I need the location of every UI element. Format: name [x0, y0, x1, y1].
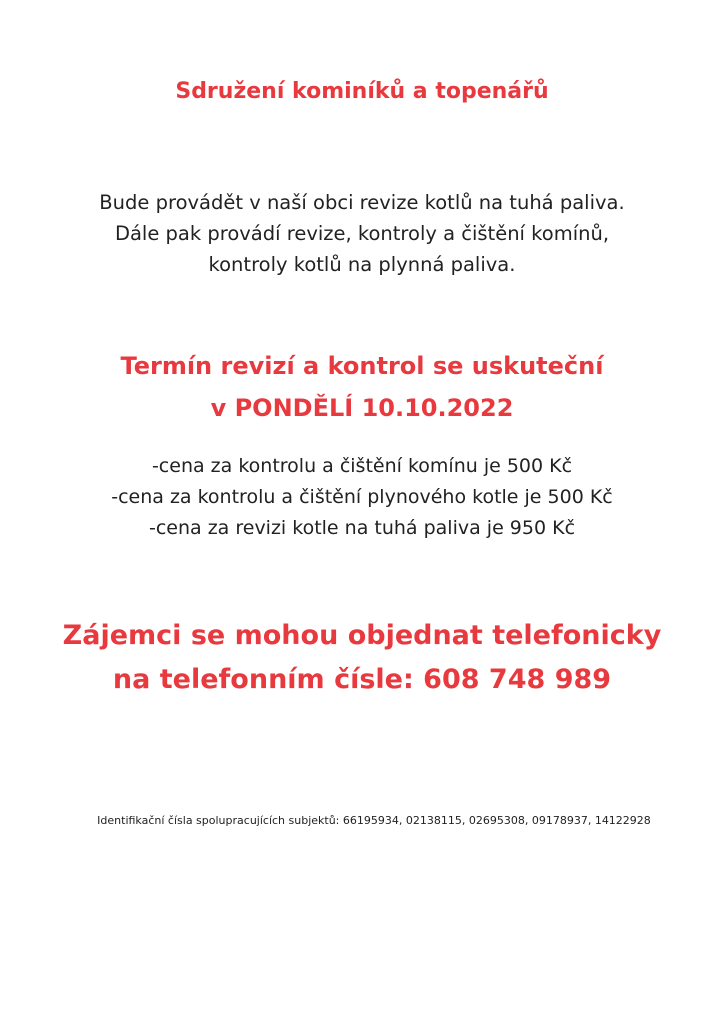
intro-line: Bude provádět v naší obci revize kotlů na tuhá paliva.	[99, 191, 625, 214]
term-date: v PONDĚLÍ 10.10.2022	[210, 394, 514, 422]
price-item: -cena za kontrolu a čištění plynového kotle je 500 Kč	[111, 486, 613, 508]
price-item: -cena za kontrolu a čištění komínu je 500 Kč	[151, 455, 573, 477]
phone-line: na telefonním čísle: 608 748 989	[112, 664, 612, 695]
intro-line: Dále pak provádí revize, kontroly a čištění komínů,	[114, 222, 610, 245]
intro-line: kontroly kotlů na plynná paliva.	[208, 253, 516, 276]
price-list	[0, 451, 724, 544]
ids-footer: Identifikační čísla spolupracujících subjektů: 66195934, 02138115, 02695308, 09178937, 14122928	[97, 814, 651, 827]
term-announcement	[0, 345, 724, 429]
order-line: Zájemci se mohou objednat telefonicky	[62, 620, 662, 651]
term-line: Termín revizí a kontrol se uskuteční	[120, 352, 604, 380]
document-title: Sdružení kominíků a topenářů	[175, 79, 549, 104]
price-item: -cena za revizi kotle na tuhá paliva je 950 Kč	[148, 517, 576, 539]
order-info	[0, 614, 724, 702]
intro-paragraph	[0, 187, 724, 280]
